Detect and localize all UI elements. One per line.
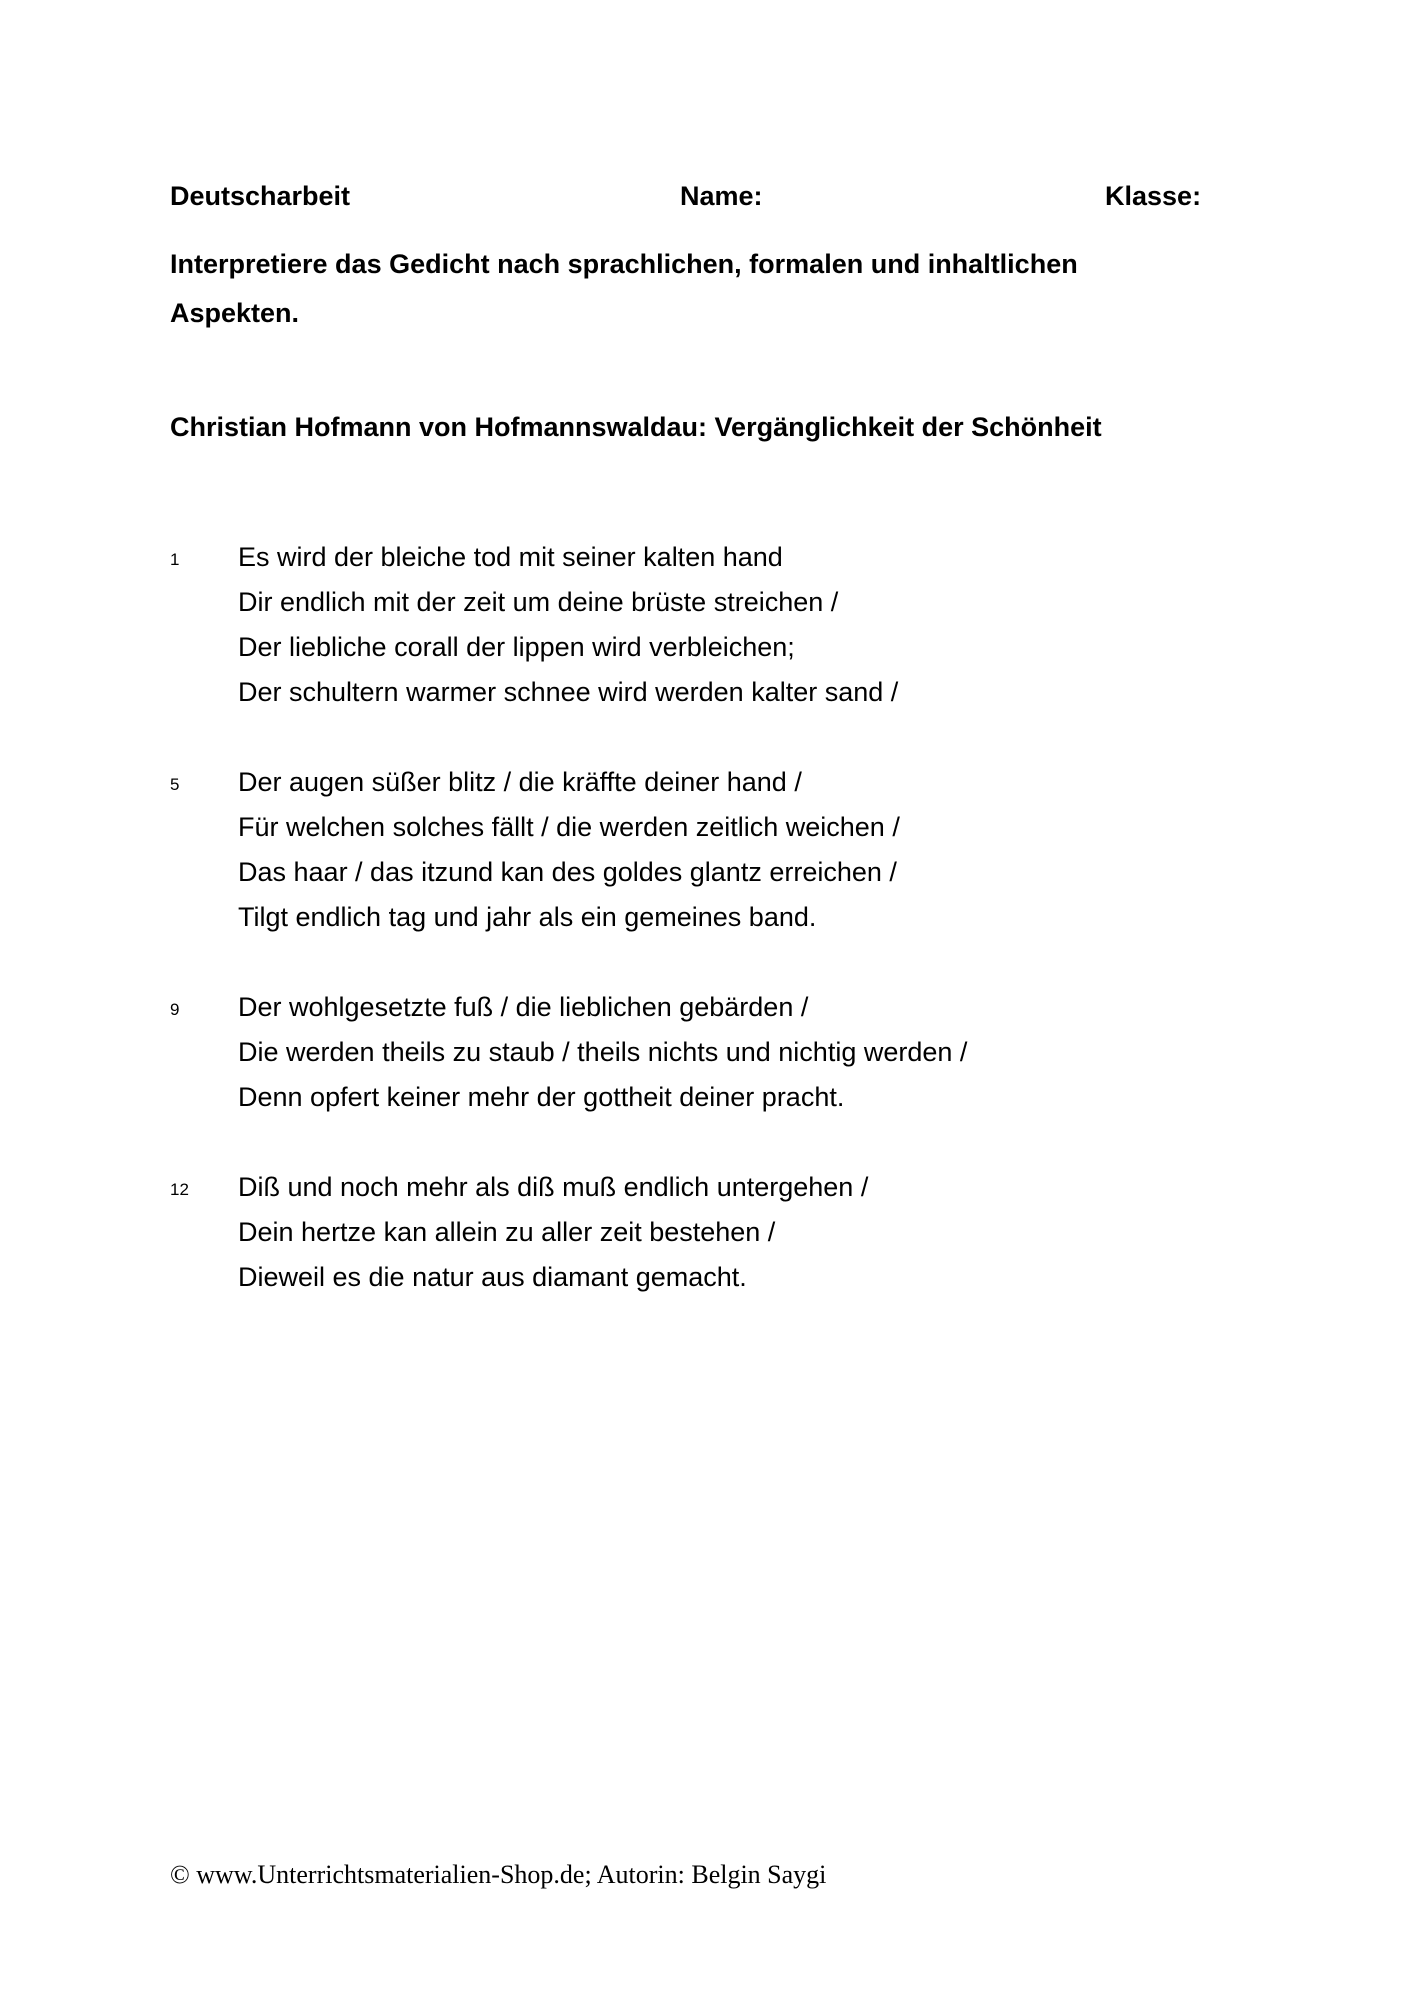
line-number: 12 [170,1180,189,1199]
poem-line [0,670,1414,715]
poem-line [0,535,1414,580]
line-text: Dein hertze kan allein zu aller zeit bestehen / [238,1217,776,1247]
line-text: Diß und noch mehr als diß muß endlich untergehen / [238,1172,869,1202]
line-text: Der wohlgesetzte fuß / die lieblichen gebärden / [238,992,809,1022]
line-number: 1 [170,550,180,569]
poem-line [0,850,1414,895]
line-text: Der augen süßer blitz / die kräffte deiner hand / [238,767,802,797]
stanza [0,985,1414,1120]
poem-line [0,805,1414,850]
line-text: Der schultern warmer schnee wird werden kalter sand / [238,677,899,707]
line-text: Die werden theils zu staub / theils nichts und nichtig werden / [238,1037,968,1067]
line-number: 5 [170,775,180,794]
task-instruction: Interpretiere das Gedicht nach sprachlichen, formalen und inhaltlichen Aspekten. [170,249,1078,328]
copyright-footer: © www.Unterrichtsmaterialien-Shop.de; Autorin: Belgin Saygi [170,1860,827,1889]
stanza [0,1165,1414,1300]
poem-line [0,1030,1414,1075]
poem-line [0,760,1414,805]
subject-label: Deutscharbeit [170,181,351,211]
line-text: Dieweil es die natur aus diamant gemacht. [238,1262,747,1292]
line-text: Tilgt endlich tag und jahr als ein gemeines band. [238,902,817,932]
poem-line [0,580,1414,625]
poem-line [0,985,1414,1030]
poem-line [0,895,1414,940]
poem-line [0,1210,1414,1255]
stanza [0,760,1414,940]
stanza [0,535,1414,715]
poem-line [0,1255,1414,1300]
line-text: Es wird der bleiche tod mit seiner kalten hand [238,542,783,572]
poem-title: Christian Hofmann von Hofmannswaldau: Vergänglichkeit der Schönheit [170,412,1102,442]
name-label: Name: [680,181,763,211]
line-number: 9 [170,1000,180,1019]
poem-line [0,1075,1414,1120]
poem-line [0,1165,1414,1210]
line-text: Der liebliche corall der lippen wird verbleichen; [238,632,795,662]
class-label: Klasse: [1105,181,1202,211]
line-text: Denn opfert keiner mehr der gottheit deiner pracht. [238,1082,845,1112]
line-text: Für welchen solches fällt / die werden zeitlich weichen / [238,812,900,842]
line-text: Das haar / das itzund kan des goldes glantz erreichen / [238,857,897,887]
worksheet-header [170,181,1210,217]
poem-body [0,535,1414,1345]
poem-line [0,625,1414,670]
line-text: Dir endlich mit der zeit um deine brüste streichen / [238,587,839,617]
